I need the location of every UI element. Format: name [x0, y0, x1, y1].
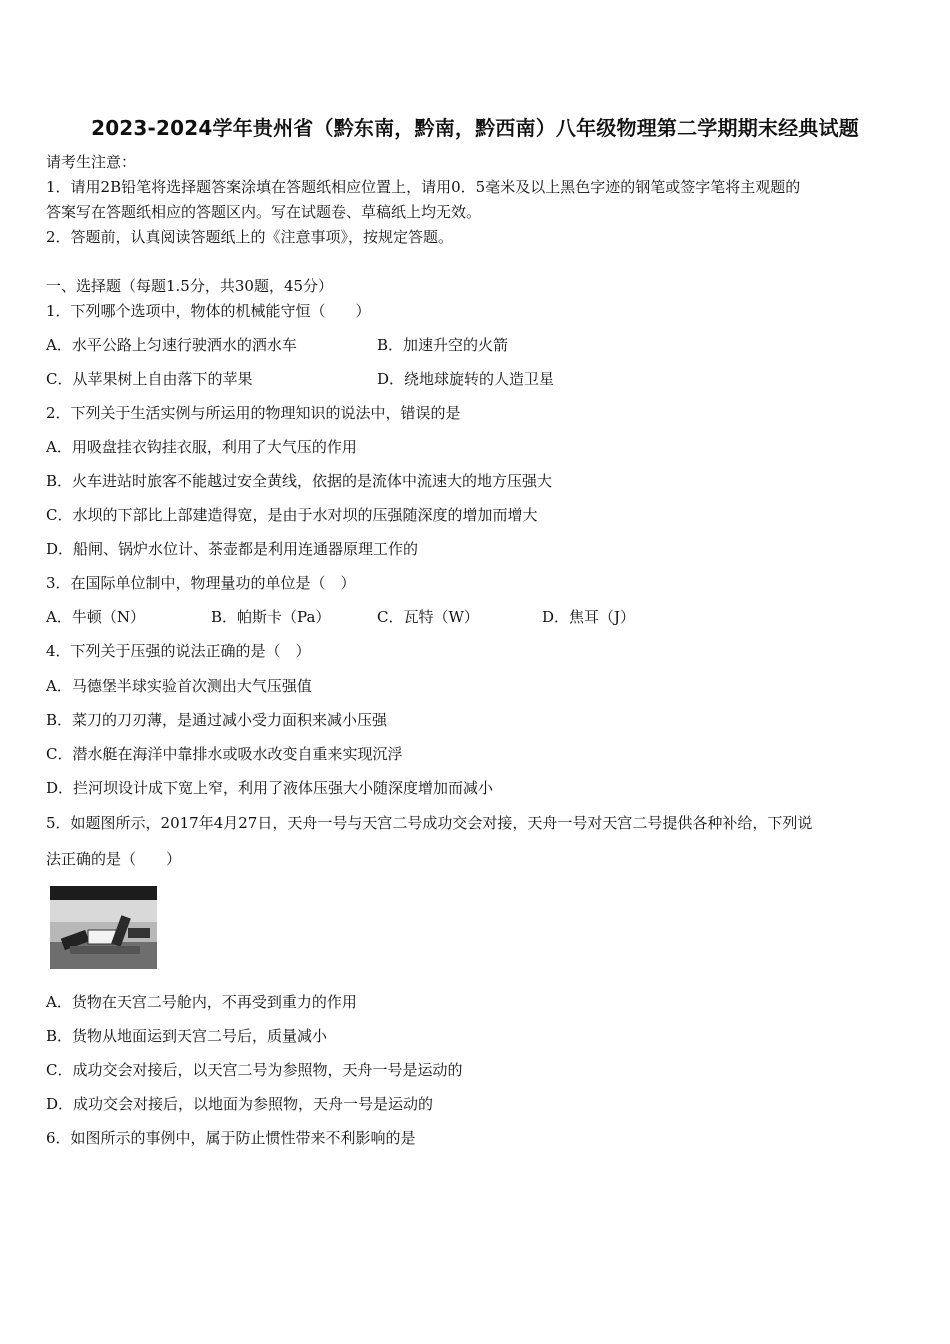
question-3-option-c: C．瓦特（W） — [377, 608, 479, 626]
section-heading: 一、选择题（每题1.5分，共30题，45分） — [46, 277, 334, 295]
question-5-stem: 5．如题图所示，2017年4月27日，天舟一号与天宫二号成功交会对接，天舟一号对天宫二号提供各种补给，下列说 — [46, 814, 813, 832]
notice-heading: 请考生注意： — [46, 153, 137, 171]
question-5-option-b: B．货物从地面运到天宫二号后，质量减小 — [46, 1027, 328, 1045]
question-5-stem-cont: 法正确的是（ ） — [46, 850, 182, 868]
question-3-option-b: B．帕斯卡（Pa） — [211, 608, 331, 626]
question-3-option-d: D．焦耳（J） — [542, 608, 636, 626]
question-1-option-c: C．从苹果树上自由落下的苹果 — [46, 370, 253, 388]
question-4-option-b: B．菜刀的刀刃薄，是通过减小受力面积来减小压强 — [46, 711, 388, 729]
question-3-stem: 3．在国际单位制中，物理量功的单位是（ ） — [46, 574, 356, 592]
notice-item-2: 2．答题前，认真阅读答题纸上的《注意事项》，按规定答题。 — [46, 228, 454, 246]
notice-item-1: 1．请用2B铅笔将选择题答案涂填在答题纸相应位置上，请用0．5毫米及以上黑色字迹的钢笔或签字笔将主观题的 — [46, 178, 801, 196]
page-title: 2023-2024学年贵州省（黔东南，黔南，黔西南）八年级物理第二学期期末经典试题 — [91, 116, 859, 140]
question-2-option-b: B．火车进站时旅客不能越过安全黄线，依据的是流体中流速大的地方压强大 — [46, 472, 553, 490]
question-2-option-c: C．水坝的下部比上部建造得宽，是由于水对坝的压强随深度的增加而增大 — [46, 506, 538, 524]
question-1-option-a: A．水平公路上匀速行驶洒水的洒水车 — [46, 336, 297, 354]
question-3-option-a: A．牛顿（N） — [46, 608, 145, 626]
notice-item-1-cont: 答案写在答题纸相应的答题区内。写在试题卷、草稿纸上均无效。 — [46, 203, 482, 221]
question-5-option-d: D．成功交会对接后，以地面为参照物，天舟一号是运动的 — [46, 1095, 434, 1113]
question-2-option-a: A．用吸盘挂衣钩挂衣服，利用了大气压的作用 — [46, 438, 357, 456]
question-2-stem: 2．下列关于生活实例与所运用的物理知识的说法中，错误的是 — [46, 404, 461, 422]
question-6-stem: 6．如图所示的事例中，属于防止惯性带来不利影响的是 — [46, 1129, 416, 1147]
question-1-option-d: D．绕地球旋转的人造卫星 — [377, 370, 555, 388]
question-5-option-a: A．货物在天宫二号舱内，不再受到重力的作用 — [46, 993, 357, 1011]
question-4-stem: 4．下列关于压强的说法正确的是（ ） — [46, 642, 311, 660]
question-4-option-d: D．拦河坝设计成下宽上窄，利用了液体压强大小随深度增加而减小 — [46, 779, 494, 797]
question-2-option-d: D．船闸、锅炉水位计、茶壶都是利用连通器原理工作的 — [46, 540, 419, 558]
question-5-option-c: C．成功交会对接后，以天宫二号为参照物，天舟一号是运动的 — [46, 1061, 463, 1079]
question-4-option-a: A．马德堡半球实验首次测出大气压强值 — [46, 677, 312, 695]
question-1-stem: 1．下列哪个选项中，物体的机械能守恒（ ） — [46, 302, 371, 320]
space-station-figure — [50, 886, 157, 969]
question-1-option-b: B．加速升空的火箭 — [377, 336, 509, 354]
question-4-option-c: C．潜水艇在海洋中靠排水或吸水改变自重来实现沉浮 — [46, 745, 403, 763]
